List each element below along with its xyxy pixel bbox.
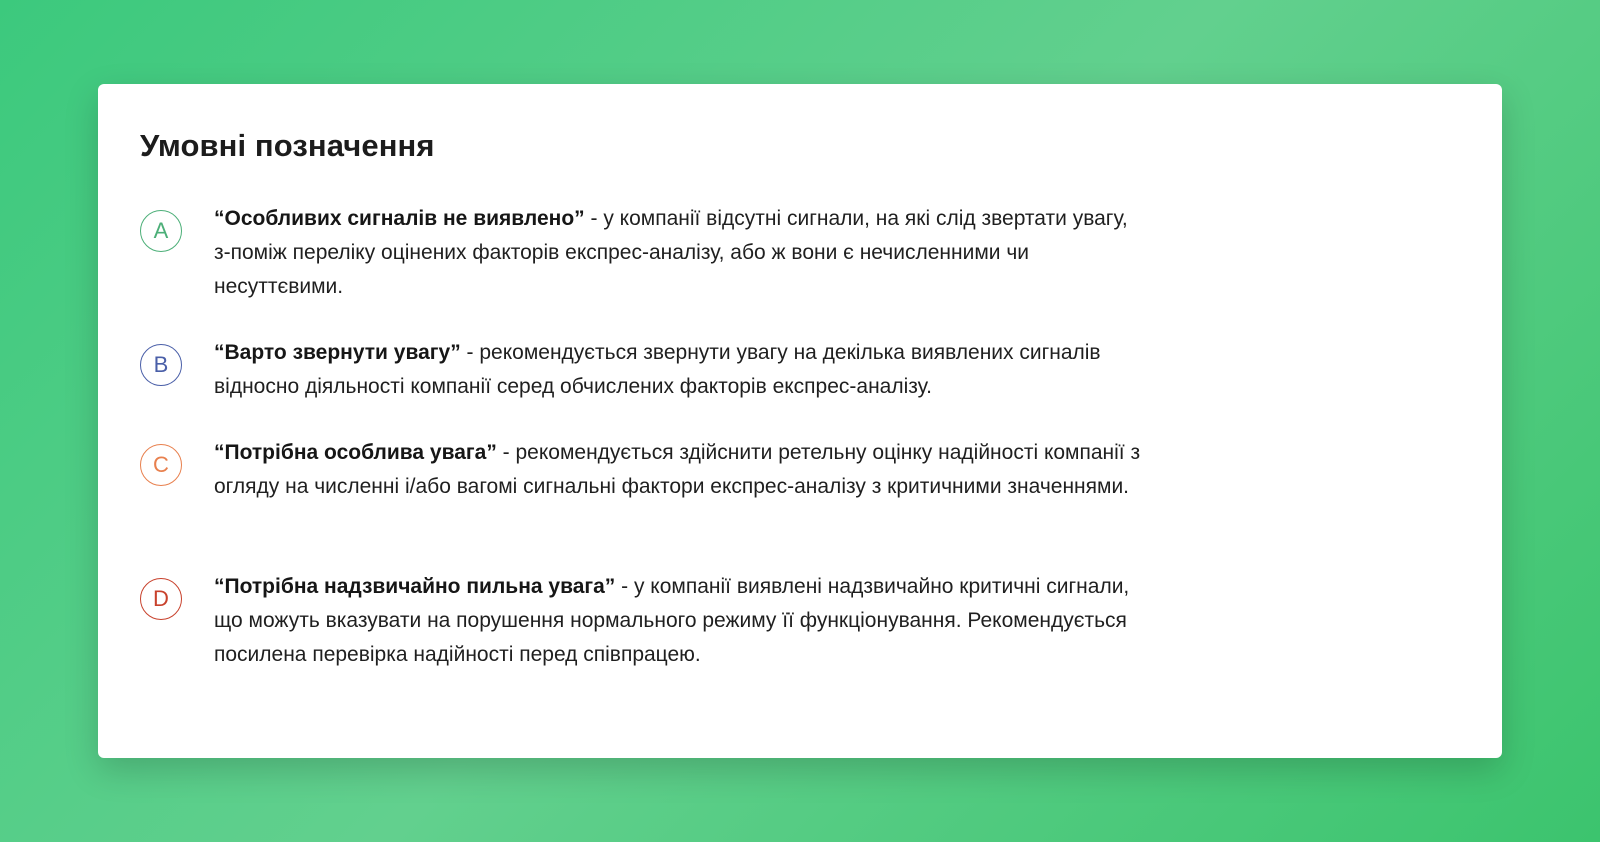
legend-item-c-description: - рекомендується здійснити ретельну оцінку надійності компанії з огляду на численні і/або вагомі сигнальні фактори експрес-аналізу з критичними значеннями.: [214, 441, 1141, 498]
legend-item-b-term: “Варто звернути увагу”: [214, 341, 461, 364]
legend-item-c: [140, 436, 1240, 504]
legend-item-b-description: - рекомендується звернути увагу на декілька виявлених сигналів відносно діяльності компанії серед обчислених факторів експрес-аналізу.: [214, 341, 1101, 398]
legend-item-d-description: - у компанії виявлені надзвичайно критичні сигнали, що можуть вказувати на порушення нормального режиму її функціонування. Рекомендується посилена перевірка надійності перед співпрацею.: [214, 575, 1130, 666]
rating-a-badge: A: [140, 210, 182, 252]
legend-item-a-text: [214, 202, 1144, 304]
rating-b-badge: B: [140, 344, 182, 386]
legend-item-d: [140, 570, 1240, 672]
rating-d-badge: D: [140, 578, 182, 620]
legend-item-a-term: “Особливих сигналів не виявлено”: [214, 207, 585, 230]
rating-c-badge: C: [140, 444, 182, 486]
legend-item-d-term: “Потрібна надзвичайно пильна увага”: [214, 575, 616, 598]
legend-item-c-term: “Потрібна особлива увага”: [214, 441, 497, 464]
legend-item-b-text: [214, 336, 1144, 404]
legend-item-a-description: - у компанії відсутні сигнали, на які слід звертати увагу, з-поміж переліку оцінених факторів експрес-аналізу, або ж вони є нечисленними чи несуттєвими.: [214, 207, 1128, 298]
legend-item-c-text: [214, 436, 1144, 504]
legend-card: [98, 84, 1502, 758]
legend-item-b: [140, 336, 1240, 404]
legend-item-a: [140, 202, 1240, 304]
legend-title: Умовні позначення: [140, 128, 435, 163]
legend-item-d-text: [214, 570, 1144, 672]
